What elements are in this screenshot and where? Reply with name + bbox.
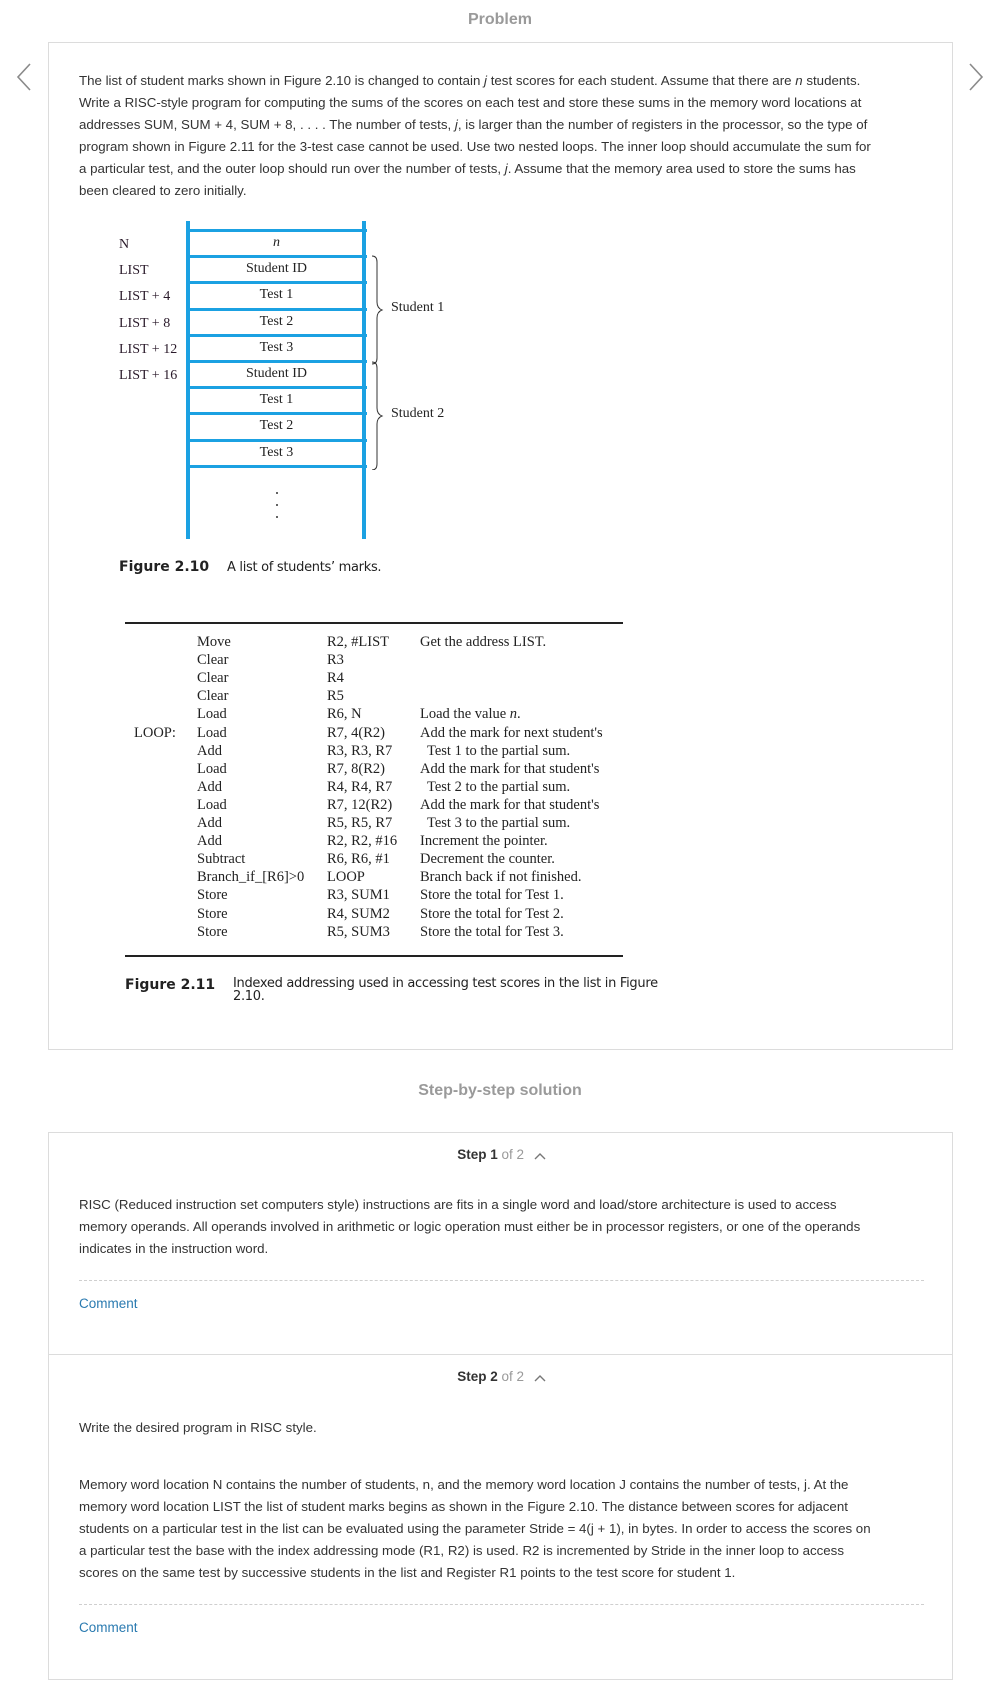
- memory-address-label: LIST + 12: [119, 342, 178, 357]
- code-mnemonic: Move: [197, 634, 231, 650]
- code-mnemonic: Add: [197, 778, 222, 795]
- problem-line: a particular test, and the outer loop should run over the number of tests, j. Assume that the memory area used to store the sums has: [79, 161, 856, 176]
- ellipsis-dot: [276, 504, 278, 506]
- top-rule: [125, 622, 623, 624]
- group-label-student-1: Student 1: [391, 300, 445, 315]
- code-comment: Test 1 to the partial sum.: [420, 742, 571, 759]
- italic-variable: j: [504, 161, 508, 176]
- memory-address-label: N: [119, 237, 130, 252]
- memory-cell: Student ID: [245, 261, 308, 276]
- brace-student-1: [372, 256, 382, 364]
- code-mnemonic: Clear: [197, 670, 229, 687]
- ellipsis-dot: [276, 492, 278, 494]
- paragraph-line: a particular test the base with the index addressing mode (R1, R2) is used. R2 is incremented by Stride in the inner loop to access: [79, 1543, 844, 1558]
- brace-student-2: [372, 362, 382, 470]
- code-comment: Add the mark for next student's: [420, 724, 603, 741]
- code-operands: R5, R5, R7: [327, 815, 393, 831]
- code-comment: Add the mark for that student's: [420, 796, 600, 813]
- paragraph-line: memory operands. All operands involved in arithmetic or logic operation must either be in processor registers, or one of the operands: [79, 1219, 861, 1234]
- code-operands: R3, R3, R7: [327, 742, 393, 759]
- figure-2-11-caption: [233, 977, 658, 1003]
- code-comment: Test 3 to the partial sum.: [420, 815, 571, 831]
- memory-cell: Test 3: [259, 445, 294, 460]
- step-1-separator: [79, 1280, 924, 1281]
- step-1-comment-link[interactable]: Comment: [79, 1296, 138, 1311]
- memory-address-label: LIST: [119, 263, 149, 278]
- code-operands: R2, R2, #16: [327, 833, 398, 850]
- code-mnemonic: Load: [197, 724, 227, 741]
- code-comment: Get the address LIST.: [420, 634, 547, 650]
- italic-variable: n: [795, 73, 803, 88]
- code-label: LOOP:: [134, 724, 176, 741]
- code-comment: Branch back if not finished.: [420, 869, 582, 886]
- solution-card: [48, 1132, 953, 1680]
- problem-line: been cleared to zero initially.: [79, 183, 247, 198]
- italic-variable: n: [509, 706, 518, 723]
- code-operands: R7, 8(R2): [327, 760, 385, 777]
- memory-row-line: [186, 255, 367, 258]
- code-mnemonic: Store: [197, 923, 228, 940]
- student-braces: [368, 254, 390, 470]
- code-operands: R7, 12(R2): [327, 796, 393, 813]
- previous-button[interactable]: [14, 62, 36, 92]
- chevron-left-icon: [14, 62, 36, 92]
- step-2-comment-link[interactable]: Comment: [79, 1620, 138, 1635]
- problem-statement: [79, 70, 919, 202]
- paragraph-line: Write the desired program in RISC style.: [79, 1420, 317, 1435]
- code-comment: Store the total for Test 1.: [420, 887, 564, 904]
- step-2-header[interactable]: [49, 1369, 954, 1385]
- chevron-up-icon[interactable]: [534, 1148, 546, 1163]
- code-comment: Add the mark for that student's: [420, 760, 600, 777]
- code-mnemonic: Add: [197, 742, 222, 759]
- code-operands: R6, R6, #1: [327, 851, 390, 868]
- step-1-header[interactable]: [49, 1147, 954, 1163]
- step-label: Step 2: [457, 1369, 498, 1384]
- step-2-paragraph: [79, 1474, 919, 1584]
- problem-line: addresses SUM, SUM + 4, SUM + 8, . . . . The number of tests, j, is larger than the number of registers in the processor, so the type of: [79, 117, 868, 132]
- code-mnemonic: Clear: [197, 652, 229, 669]
- chevron-up-icon[interactable]: [534, 1370, 546, 1385]
- memory-cell: n: [273, 235, 280, 250]
- problem-title: Problem: [467, 11, 532, 28]
- code-operands: R4, R4, R7: [327, 778, 393, 795]
- code-operands: R2, #LIST: [327, 634, 390, 650]
- memory-cell: Student ID: [245, 366, 308, 381]
- step-2-separator: [79, 1604, 924, 1605]
- code-operands: R7, 4(R2): [327, 724, 385, 741]
- figure-2-11-number: Figure 2.11: [125, 977, 216, 993]
- step-label: Step 1: [457, 1147, 498, 1162]
- paragraph-line: indicates in the instruction word.: [79, 1241, 269, 1256]
- memory-row-line: [186, 360, 367, 363]
- next-button[interactable]: [964, 62, 986, 92]
- step-divider: [49, 1354, 952, 1355]
- memory-row-line: [186, 439, 367, 442]
- solution-title: Step-by-step solution: [418, 1082, 582, 1099]
- group-label-student-2: Student 2: [391, 406, 445, 421]
- code-comment: Load the value n.: [420, 706, 521, 723]
- code-comment: Test 2 to the partial sum.: [420, 778, 571, 795]
- code-operands: R3: [327, 652, 344, 669]
- code-mnemonic: Clear: [197, 688, 229, 705]
- memory-row-line: [186, 281, 367, 284]
- memory-row-line: [186, 334, 367, 337]
- memory-cell: Test 1: [259, 392, 294, 407]
- code-operands: R6, N: [327, 706, 362, 723]
- step-count: of 2: [501, 1369, 525, 1384]
- paragraph-line: memory word location LIST the list of student marks begins as shown in the Figure 2.10. The distance between scores for adjacent: [79, 1499, 848, 1514]
- code-mnemonic: Load: [197, 706, 227, 723]
- code-comment: Decrement the counter.: [420, 851, 555, 868]
- paragraph-line: students on a particular test in the list can be evaluated using the parameter Stride = 4(j + 1), in bytes. In order to access the scores on: [79, 1521, 871, 1536]
- step-2-intro: [79, 1417, 919, 1439]
- code-mnemonic: Store: [197, 905, 228, 922]
- memory-row-line: [186, 386, 367, 389]
- code-mnemonic: Add: [197, 833, 222, 850]
- paragraph-line: RISC (Reduced instruction set computers style) instructions are fits in a single word and load/store architecture is used to access: [79, 1197, 837, 1212]
- italic-variable: j: [484, 73, 488, 88]
- code-comment: Store the total for Test 2.: [420, 905, 564, 922]
- memory-cell: Test 2: [259, 418, 294, 433]
- bottom-rule: [125, 955, 623, 957]
- code-operands: R5: [327, 688, 344, 705]
- code-operands: R4: [327, 670, 344, 687]
- caption-line: 2.10.: [233, 989, 265, 1004]
- italic-variable: j: [454, 117, 458, 132]
- memory-cell: Test 3: [259, 340, 294, 355]
- code-operands: R3, SUM1: [327, 887, 390, 904]
- memory-row-line: [186, 308, 367, 311]
- problem-line: The list of student marks shown in Figure 2.10 is changed to contain j test scores for each student. Assume that there are n students.: [79, 73, 861, 88]
- problem-line: program shown in Figure 2.11 for the 3-test case cannot be used. Use two nested loops. The inner loop should accumulate the sum for: [79, 139, 871, 154]
- problem-line: Write a RISC-style program for computing the sums of the scores on each test and store these sums in the memory word locations at: [79, 95, 862, 110]
- memory-row-line: [186, 229, 367, 232]
- step-1-paragraph: [79, 1194, 919, 1260]
- code-operands: LOOP: [327, 869, 365, 886]
- paragraph-line: scores on the same test by successive students in the list and Register R1 points to the test score for student 1.: [79, 1565, 736, 1580]
- paragraph-line: Memory word location N contains the number of students, n, and the memory word location J contains the number of tests, j. At the: [79, 1477, 849, 1492]
- memory-address-label: LIST + 16: [119, 368, 178, 383]
- code-mnemonic: Load: [197, 760, 227, 777]
- memory-cell: Test 2: [259, 314, 294, 329]
- ellipsis-dot: [276, 516, 278, 518]
- code-operands: R5, SUM3: [327, 923, 390, 940]
- memory-row-line: [186, 412, 367, 415]
- chevron-right-icon: [964, 62, 986, 92]
- caption-line: Indexed addressing used in accessing test scores in the list in Figure: [233, 976, 658, 991]
- figure-2-10-caption: A list of students’ marks.: [227, 560, 382, 575]
- memory-address-label: LIST + 4: [119, 289, 171, 304]
- step-count: of 2: [501, 1147, 525, 1162]
- code-comment: Increment the pointer.: [420, 833, 548, 850]
- code-mnemonic: Add: [197, 815, 222, 831]
- figure-2-10-number: Figure 2.10: [119, 559, 210, 575]
- memory-address-label: LIST + 8: [119, 316, 171, 331]
- code-comment: Store the total for Test 3.: [420, 923, 564, 940]
- code-mnemonic: Store: [197, 887, 228, 904]
- code-mnemonic: Load: [197, 796, 227, 813]
- memory-cell: Test 1: [259, 287, 294, 302]
- memory-row-line: [186, 465, 367, 468]
- code-operands: R4, SUM2: [327, 905, 390, 922]
- code-mnemonic: Subtract: [197, 851, 246, 868]
- code-mnemonic: Branch_if_[R6]>0: [197, 869, 305, 886]
